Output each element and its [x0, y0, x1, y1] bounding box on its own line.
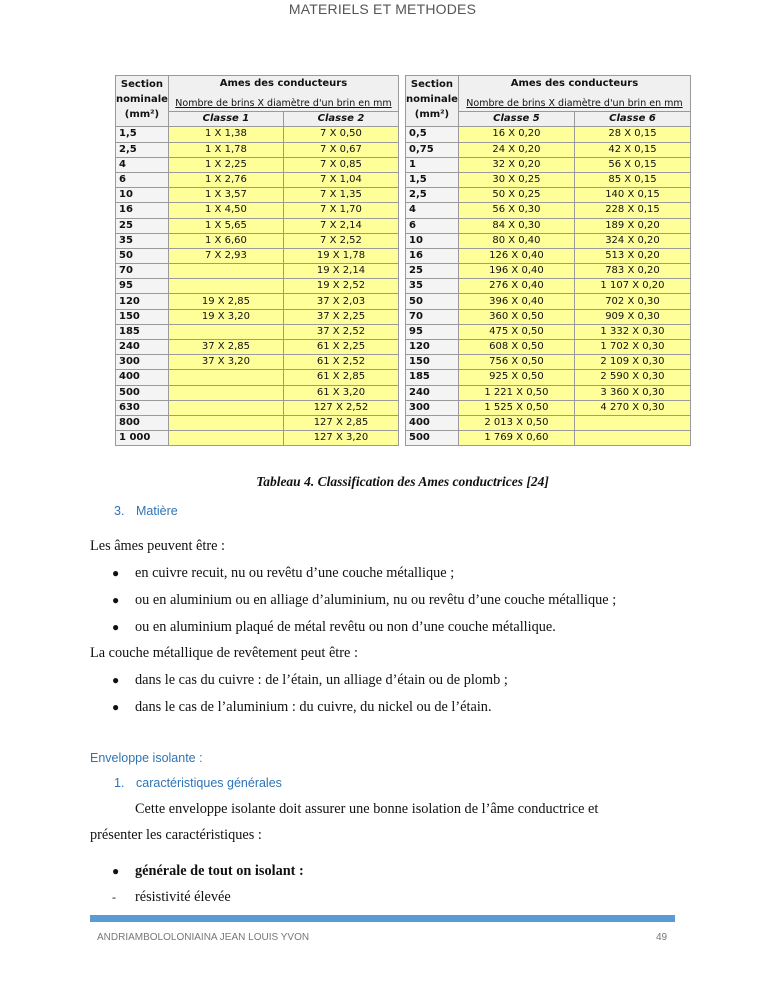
section-cell: 10 [116, 188, 169, 203]
subheader-strands: Nombre de brins X diamètre d'un brin en mm [168, 91, 398, 112]
table-row [406, 309, 691, 324]
table-row [116, 385, 399, 400]
footer-divider-bar [90, 915, 675, 922]
value-cell: 3 360 X 0,30 [574, 385, 690, 400]
section-cell: 800 [116, 415, 169, 430]
paragraph-couche-intro: La couche métallique de revêtement peut être : [90, 645, 358, 661]
table-row [406, 248, 691, 263]
section-cell: 185 [406, 370, 459, 385]
list-item-text: ou en aluminium ou en alliage d’aluminium, nu ou revêtu d’une couche métallique ; [135, 592, 617, 608]
col-section-header: Section nominale (mm²) [116, 76, 169, 127]
value-cell: 127 X 2,52 [283, 400, 398, 415]
value-cell: 16 X 0,20 [458, 127, 574, 142]
dash-icon: - [112, 890, 116, 904]
list-item [112, 592, 616, 609]
list-item-text: en cuivre recuit, nu ou revêtu d’une couche métallique ; [135, 565, 455, 581]
conductor-class-table-left [115, 75, 399, 446]
section-cell: 25 [116, 218, 169, 233]
section-cell: 50 [116, 248, 169, 263]
value-cell: 513 X 0,20 [574, 248, 690, 263]
value-cell: 19 X 3,20 [168, 309, 283, 324]
section-cell: 35 [116, 233, 169, 248]
value-cell: 37 X 2,03 [283, 294, 398, 309]
table-row [406, 203, 691, 218]
value-cell: 1 X 2,76 [168, 172, 283, 187]
table-row [406, 218, 691, 233]
value-cell: 2 590 X 0,30 [574, 370, 690, 385]
table-row [406, 157, 691, 172]
list-item [112, 619, 556, 636]
value-cell: 84 X 0,30 [458, 218, 574, 233]
class-header: Classe 1 [168, 112, 283, 127]
value-cell: 80 X 0,40 [458, 233, 574, 248]
paragraph-enveloppe-line1: Cette enveloppe isolante doit assurer une bonne isolation de l’âme conductrice et [135, 801, 599, 817]
value-cell: 50 X 0,25 [458, 188, 574, 203]
value-cell: 37 X 2,85 [168, 340, 283, 355]
value-cell: 702 X 0,30 [574, 294, 690, 309]
table-row [406, 400, 691, 415]
heading-text: caractéristiques générales [136, 776, 282, 790]
heading-text: Matière [136, 504, 178, 518]
section-cell: 4 [406, 203, 459, 218]
list-item [112, 672, 508, 689]
section-heading-matiere [114, 504, 178, 518]
heading-number: 3. [114, 504, 125, 518]
table-row [116, 279, 399, 294]
section-cell: 25 [406, 264, 459, 279]
section-cell: 35 [406, 279, 459, 294]
table-row [406, 324, 691, 339]
table-row [116, 203, 399, 218]
class-header: Classe 2 [283, 112, 398, 127]
value-cell: 1 X 1,78 [168, 142, 283, 157]
section-cell: 240 [116, 340, 169, 355]
col-section-header: Section nominale (mm²) [406, 76, 459, 127]
table-row [116, 370, 399, 385]
value-cell: 1 X 5,65 [168, 218, 283, 233]
table-row [406, 233, 691, 248]
section-cell: 70 [406, 309, 459, 324]
section-cell: 240 [406, 385, 459, 400]
paragraph-ames-intro: Les âmes peuvent être : [90, 538, 225, 554]
section-cell: 185 [116, 324, 169, 339]
table-row [406, 142, 691, 157]
list-item-bold [112, 863, 304, 880]
value-cell: 925 X 0,50 [458, 370, 574, 385]
value-cell: 56 X 0,30 [458, 203, 574, 218]
value-cell: 1 525 X 0,50 [458, 400, 574, 415]
value-cell: 1 769 X 0,60 [458, 431, 574, 446]
table-row [116, 188, 399, 203]
table-row [406, 264, 691, 279]
table-row [116, 309, 399, 324]
value-cell: 1 X 6,60 [168, 233, 283, 248]
value-cell [168, 370, 283, 385]
section-cell: 95 [116, 279, 169, 294]
value-cell [168, 415, 283, 430]
table-row [406, 279, 691, 294]
bullet-icon: ● [112, 673, 120, 687]
table-row [406, 188, 691, 203]
bullet-icon: ● [112, 620, 120, 634]
section-cell: 95 [406, 324, 459, 339]
class-header: Classe 5 [458, 112, 574, 127]
section-cell: 1,5 [406, 172, 459, 187]
value-cell: 7 X 2,14 [283, 218, 398, 233]
section-cell: 400 [116, 370, 169, 385]
table-row [406, 294, 691, 309]
value-cell [168, 264, 283, 279]
value-cell: 7 X 1,04 [283, 172, 398, 187]
section-cell: 4 [116, 157, 169, 172]
table-row [116, 324, 399, 339]
section-cell: 16 [116, 203, 169, 218]
section-cell: 1,5 [116, 127, 169, 142]
value-cell: 61 X 3,20 [283, 385, 398, 400]
bullet-icon: ● [112, 700, 120, 714]
value-cell: 4 270 X 0,30 [574, 400, 690, 415]
table-row [116, 294, 399, 309]
table-row [406, 340, 691, 355]
footer-page-number: 49 [656, 932, 668, 943]
table-row [406, 431, 691, 446]
value-cell: 140 X 0,15 [574, 188, 690, 203]
value-cell: 2 109 X 0,30 [574, 355, 690, 370]
table-caption: Tableau 4. Classification des Ames conductrices [24] [256, 474, 549, 489]
value-cell: 1 X 2,25 [168, 157, 283, 172]
value-cell: 228 X 0,15 [574, 203, 690, 218]
section-cell: 400 [406, 415, 459, 430]
section-cell: 2,5 [406, 188, 459, 203]
list-item-text: générale de tout on isolant : [135, 863, 304, 879]
value-cell: 61 X 2,85 [283, 370, 398, 385]
section-cell: 50 [406, 294, 459, 309]
table-row [116, 172, 399, 187]
value-cell: 1 X 1,38 [168, 127, 283, 142]
subheader-strands: Nombre de brins X diamètre d'un brin en mm [458, 91, 690, 112]
value-cell [168, 431, 283, 446]
value-cell: 396 X 0,40 [458, 294, 574, 309]
section-cell: 1 000 [116, 431, 169, 446]
table-row [116, 264, 399, 279]
value-cell [168, 279, 283, 294]
value-cell: 1 702 X 0,30 [574, 340, 690, 355]
value-cell: 1 107 X 0,20 [574, 279, 690, 294]
value-cell: 30 X 0,25 [458, 172, 574, 187]
value-cell: 756 X 0,50 [458, 355, 574, 370]
value-cell: 189 X 0,20 [574, 218, 690, 233]
section-cell: 150 [406, 355, 459, 370]
value-cell [168, 385, 283, 400]
value-cell: 324 X 0,20 [574, 233, 690, 248]
value-cell: 608 X 0,50 [458, 340, 574, 355]
list-item-text: ou en aluminium plaqué de métal revêtu ou non d’une couche métallique. [135, 619, 556, 635]
value-cell: 19 X 2,14 [283, 264, 398, 279]
footer-author: ANDRIAMBOLOLONIAINA JEAN LOUIS YVON [97, 932, 310, 943]
table-row [116, 400, 399, 415]
page-header-title: MATERIELS ET METHODES [288, 1, 477, 17]
value-cell: 2 013 X 0,50 [458, 415, 574, 430]
value-cell: 61 X 2,52 [283, 355, 398, 370]
value-cell: 7 X 1,70 [283, 203, 398, 218]
section-cell: 150 [116, 309, 169, 324]
value-cell: 7 X 1,35 [283, 188, 398, 203]
subsection-heading-caracteristiques [114, 776, 282, 790]
section-cell: 1 [406, 157, 459, 172]
col-ames-header: Ames des conducteurs [458, 76, 690, 92]
value-cell: 28 X 0,15 [574, 127, 690, 142]
section-cell: 0,5 [406, 127, 459, 142]
list-item-text: résistivité élevée [135, 889, 231, 905]
bullet-icon: ● [112, 566, 120, 580]
value-cell: 19 X 1,78 [283, 248, 398, 263]
section-cell: 500 [116, 385, 169, 400]
value-cell: 1 221 X 0,50 [458, 385, 574, 400]
table-row [406, 355, 691, 370]
class-header: Classe 6 [574, 112, 690, 127]
value-cell: 37 X 2,25 [283, 309, 398, 324]
value-cell [168, 400, 283, 415]
table-row [406, 172, 691, 187]
table-row [116, 127, 399, 142]
section-cell: 2,5 [116, 142, 169, 157]
bullet-icon: ● [112, 593, 120, 607]
list-item [112, 565, 454, 582]
value-cell: 32 X 0,20 [458, 157, 574, 172]
list-item-text: dans le cas de l’aluminium : du cuivre, du nickel ou de l’étain. [135, 699, 492, 715]
section-cell: 70 [116, 264, 169, 279]
value-cell: 56 X 0,15 [574, 157, 690, 172]
list-item-text: dans le cas du cuivre : de l’étain, un alliage d’étain ou de plomb ; [135, 672, 508, 688]
value-cell: 1 332 X 0,30 [574, 324, 690, 339]
table-row [116, 415, 399, 430]
value-cell: 7 X 0,85 [283, 157, 398, 172]
table-body [406, 127, 691, 446]
bullet-icon: ● [112, 864, 120, 878]
value-cell: 360 X 0,50 [458, 309, 574, 324]
section-cell: 0,75 [406, 142, 459, 157]
value-cell: 85 X 0,15 [574, 172, 690, 187]
value-cell: 24 X 0,20 [458, 142, 574, 157]
value-cell: 475 X 0,50 [458, 324, 574, 339]
value-cell: 37 X 3,20 [168, 355, 283, 370]
section-cell: 300 [116, 355, 169, 370]
section-cell: 6 [406, 218, 459, 233]
value-cell [574, 415, 690, 430]
table-body [116, 127, 399, 446]
table-row [406, 415, 691, 430]
table-row [116, 248, 399, 263]
value-cell: 7 X 0,67 [283, 142, 398, 157]
value-cell: 19 X 2,52 [283, 279, 398, 294]
value-cell: 127 X 3,20 [283, 431, 398, 446]
value-cell: 37 X 2,52 [283, 324, 398, 339]
section-cell: 500 [406, 431, 459, 446]
section-cell: 120 [116, 294, 169, 309]
value-cell: 7 X 2,52 [283, 233, 398, 248]
section-cell: 10 [406, 233, 459, 248]
table-row [116, 355, 399, 370]
value-cell: 7 X 0,50 [283, 127, 398, 142]
conductor-class-table-right [405, 75, 691, 446]
table-row [116, 340, 399, 355]
dash-item [112, 889, 231, 906]
value-cell: 196 X 0,40 [458, 264, 574, 279]
section-cell: 630 [116, 400, 169, 415]
value-cell: 126 X 0,40 [458, 248, 574, 263]
section-cell: 120 [406, 340, 459, 355]
table-row [406, 385, 691, 400]
section-cell: 16 [406, 248, 459, 263]
list-item [112, 699, 492, 716]
section-heading-enveloppe: Enveloppe isolante : [90, 751, 203, 765]
table-row [116, 431, 399, 446]
value-cell: 783 X 0,20 [574, 264, 690, 279]
table-row [406, 370, 691, 385]
value-cell: 1 X 3,57 [168, 188, 283, 203]
value-cell: 1 X 4,50 [168, 203, 283, 218]
value-cell: 7 X 2,93 [168, 248, 283, 263]
value-cell [168, 324, 283, 339]
table-row [116, 233, 399, 248]
col-ames-header: Ames des conducteurs [168, 76, 398, 92]
table-row [116, 218, 399, 233]
value-cell: 42 X 0,15 [574, 142, 690, 157]
table-row [406, 127, 691, 142]
value-cell: 276 X 0,40 [458, 279, 574, 294]
table-row [116, 157, 399, 172]
section-cell: 300 [406, 400, 459, 415]
value-cell: 909 X 0,30 [574, 309, 690, 324]
paragraph-enveloppe-line2: présenter les caractéristiques : [90, 827, 262, 843]
value-cell: 19 X 2,85 [168, 294, 283, 309]
value-cell: 61 X 2,25 [283, 340, 398, 355]
table-row [116, 142, 399, 157]
value-cell [574, 431, 690, 446]
heading-number: 1. [114, 776, 125, 790]
section-cell: 6 [116, 172, 169, 187]
value-cell: 127 X 2,85 [283, 415, 398, 430]
